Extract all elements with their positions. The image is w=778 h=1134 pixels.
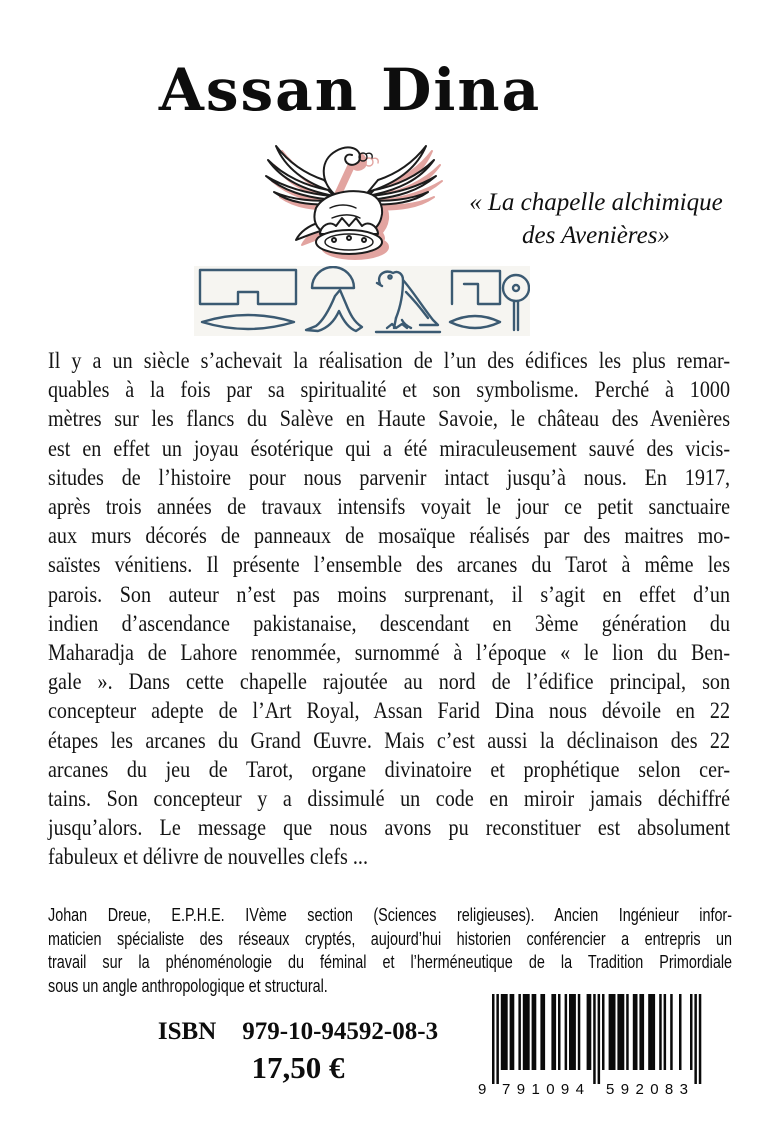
bio-line: travail sur la phénoménologie du féminal et l’herméneutique de la Tradition Primordiale bbox=[48, 951, 733, 973]
paragraph-line: est en effet un joyau ésotérique qui a été miraculeusement sauvé des vicis- bbox=[48, 435, 731, 461]
paragraph-line: mètres sur les flancs du Salève en Haute Savoie, le château des Avenières bbox=[48, 406, 731, 432]
paragraph-line: tains. Son concepteur y a dissimulé un code en miroir jamais déchiffré bbox=[48, 786, 731, 812]
isbn-number: 979-10-94592-08-3 bbox=[242, 1018, 439, 1045]
swan-crown-icon bbox=[246, 130, 456, 264]
paragraph-line: arcanes du jeu de Tarot, organe divinatoire et prophétique selon cer- bbox=[48, 756, 731, 782]
hieroglyph-strip bbox=[194, 266, 530, 336]
barcode-group-2: 592083 bbox=[606, 1081, 688, 1098]
barcode bbox=[476, 992, 716, 1098]
paragraph-line: après trois années de travaux intensifs voyait le jour ce petit sanctuaire bbox=[48, 494, 731, 520]
paragraph-line: parois. Son auteur n’est pas moins surprenant, il s’agit en effet d’un bbox=[48, 581, 731, 607]
paragraph-line: jusqu’alors. Le message que nous avons pu reconstituer est absolument bbox=[48, 815, 731, 841]
author-bio bbox=[48, 903, 732, 998]
quote-line-2: des Avenières» bbox=[522, 222, 670, 249]
paragraph-line: Maharadja de Lahore renommée, surnommé à l’époque « le lion du Ben- bbox=[48, 640, 731, 666]
author-title: Assan Dina bbox=[158, 56, 542, 124]
quote-line-1: « La chapelle alchimique bbox=[469, 189, 723, 216]
isbn-row bbox=[48, 1018, 548, 1046]
paragraph-line: quables à la fois par sa spiritualité et son symbolisme. Perché à 1000 bbox=[48, 377, 731, 403]
paragraph-line: aux murs décorés de panneaux de mosaïque réalisés par des maitres mo- bbox=[48, 523, 731, 549]
bio-line: sous un angle anthropologique et structural. bbox=[48, 975, 328, 997]
hieroglyphs-icon bbox=[194, 266, 530, 336]
paragraph-line: gale ». Dans cette chapelle rajoutée au nord de l’édifice principal, son bbox=[48, 669, 731, 695]
description-paragraph bbox=[48, 346, 730, 872]
bio-line: maticien spécialiste des réseaux cryptés, aujourd’hui historien conférencier a entrepris un bbox=[48, 927, 733, 949]
paragraph-line: indien d’ascendance pakistanaise, descendant en 3ème génération du bbox=[48, 610, 731, 636]
paragraph-line: Il y a un siècle s’achevait la réalisation de l’un des édifices les plus remar- bbox=[48, 348, 731, 373]
cover-quote bbox=[446, 186, 746, 252]
bio-line: Johan Dreue, E.P.H.E. IVème section (Sciences religieuses). Ancien Ingénieur infor- bbox=[48, 904, 733, 925]
barcode-icon bbox=[476, 992, 716, 1098]
paragraph-line: fabuleux et délivre de nouvelles clefs ... bbox=[48, 844, 368, 870]
barcode-group-1: 791094 bbox=[502, 1081, 584, 1098]
swan-crown-emblem bbox=[246, 130, 456, 264]
price: 17,50 € bbox=[251, 1050, 345, 1085]
barcode-lead-digit: 9 bbox=[478, 1081, 487, 1098]
paragraph-line: situdes de l’histoire pour nous parvenir intact jusqu’à nous. En 1917, bbox=[48, 464, 731, 490]
paragraph-line: concepteur adepte de l’Art Royal, Assan Farid Dina nous dévoile en 22 bbox=[48, 698, 731, 724]
paragraph-line: étapes les arcanes du Grand Œuvre. Mais c’est aussi la déclinaison des 22 bbox=[48, 727, 731, 753]
isbn-label: ISBN bbox=[157, 1018, 217, 1045]
paragraph-line: saïstes vénitiens. Il présente l’ensemble des arcanes du Tarot à même les bbox=[48, 552, 731, 578]
